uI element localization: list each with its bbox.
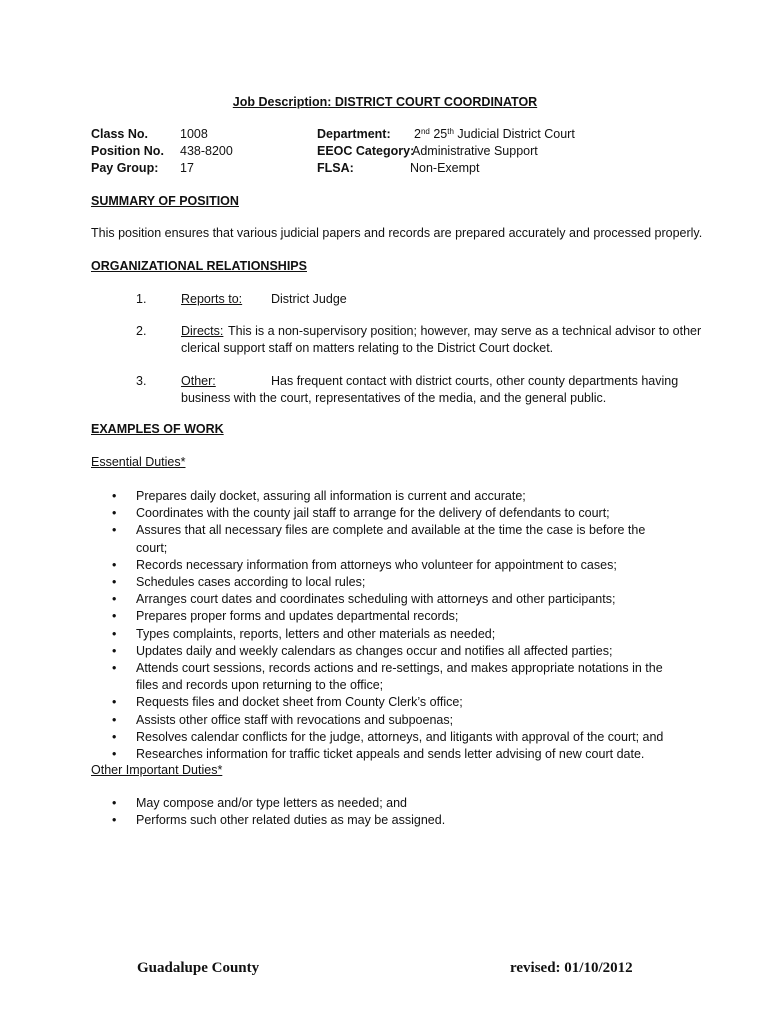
summary-text: This position ensures that various judicial papers and records are prepared accurately and processed properly. bbox=[91, 226, 703, 240]
bullet-icon: • bbox=[112, 523, 117, 538]
essential-duties-heading: Essential Duties* bbox=[91, 455, 186, 469]
page-title: Job Description: DISTRICT COURT COORDINATOR bbox=[232, 95, 538, 109]
position-no-label: Position No. bbox=[91, 144, 164, 158]
department-label: Department: bbox=[317, 127, 391, 141]
department-value: 2nd 25th Judicial District Court bbox=[414, 127, 575, 141]
list-item: • Requests files and docket sheet from County Clerk’s office; bbox=[108, 694, 678, 711]
bullet-icon: • bbox=[112, 747, 117, 762]
list-item: • Performs such other related duties as may be assigned. bbox=[108, 812, 678, 829]
flsa-label: FLSA: bbox=[317, 161, 354, 175]
list-item: • Types complaints, reports, letters and other materials as needed; bbox=[108, 626, 678, 643]
org-item-number: 2. bbox=[136, 324, 147, 338]
bullet-icon: • bbox=[112, 643, 117, 658]
pay-group-value: 17 bbox=[180, 161, 194, 175]
list-item: • Schedules cases according to local rules; bbox=[108, 574, 678, 591]
org-item-text: This is a non-supervisory position; however, may serve as a technical advisor to other bbox=[228, 324, 702, 338]
list-item: • Coordinates with the county jail staff to arrange for the delivery of defendants to court; bbox=[108, 505, 678, 522]
org-item-text: Has frequent contact with district courts, other county departments having bbox=[271, 374, 679, 388]
org-item-label: Directs: bbox=[181, 324, 224, 338]
bullet-icon: • bbox=[112, 695, 117, 710]
list-item: • Researches information for traffic ticket appeals and sends letter advising of new court date. bbox=[108, 746, 678, 763]
org-item-number: 3. bbox=[136, 374, 147, 388]
bullet-icon: • bbox=[112, 575, 117, 590]
list-item: • Arranges court dates and coordinates scheduling with attorneys and other participants; bbox=[108, 591, 678, 608]
class-no-value: 1008 bbox=[180, 127, 208, 141]
examples-heading: EXAMPLES OF WORK bbox=[91, 422, 224, 436]
flsa-value: Non-Exempt bbox=[410, 161, 480, 175]
bullet-icon: • bbox=[112, 712, 117, 727]
list-item: • Updates daily and weekly calendars as changes occur and notifies all affected parties; bbox=[108, 643, 678, 660]
list-item: • Attends court sessions, records actions and re-settings, and makes appropriate notations in the files and records upon returning to the office; bbox=[112, 661, 663, 693]
list-item: • Assists other office staff with revocations and subpoenas; bbox=[108, 712, 678, 729]
org-item-text: District Judge bbox=[271, 292, 347, 306]
bullet-icon: • bbox=[112, 592, 117, 607]
other-duties-list bbox=[108, 795, 678, 829]
list-item: • Prepares daily docket, assuring all information is current and accurate; bbox=[108, 488, 678, 505]
footer-county: Guadalupe County bbox=[137, 960, 260, 976]
org-item-label: Other: bbox=[181, 374, 216, 388]
list-item: • May compose and/or type letters as needed; and bbox=[108, 795, 678, 812]
bullet-icon: • bbox=[112, 813, 117, 828]
list-item: • Prepares proper forms and updates departmental records; bbox=[108, 608, 678, 625]
bullet-icon: • bbox=[112, 557, 117, 572]
bullet-icon: • bbox=[112, 626, 117, 641]
bullet-icon: • bbox=[112, 796, 117, 810]
list-item: • Records necessary information from attorneys who volunteer for appointment to cases; bbox=[108, 557, 678, 574]
list-item: • Resolves calendar conflicts for the judge, attorneys, and litigants with approval of the court; and bbox=[108, 729, 678, 746]
footer-revised-date: revised: 01/10/2012 bbox=[510, 960, 633, 976]
org-item-text-cont: clerical support staff on matters relating to the District Court docket. bbox=[181, 341, 554, 355]
position-no-value: 438-8200 bbox=[180, 144, 233, 158]
pay-group-label: Pay Group: bbox=[91, 161, 159, 175]
bullet-icon: • bbox=[112, 729, 117, 744]
bullet-icon: • bbox=[112, 489, 117, 503]
org-heading: ORGANIZATIONAL RELATIONSHIPS bbox=[91, 259, 307, 273]
org-item-number: 1. bbox=[136, 292, 147, 306]
other-duties-heading: Other Important Duties* bbox=[91, 763, 223, 777]
summary-heading: SUMMARY OF POSITION bbox=[91, 194, 239, 208]
list-item: • Assures that all necessary files are complete and available at the time the case is before the court; bbox=[112, 523, 646, 555]
org-item-label: Reports to: bbox=[181, 292, 243, 306]
bullet-icon: • bbox=[112, 661, 117, 676]
eeoc-label: EEOC Category: bbox=[317, 144, 415, 158]
essential-duties-list bbox=[108, 488, 678, 763]
class-no-label: Class No. bbox=[91, 127, 148, 141]
org-item-text-cont: business with the court, representatives of the media, and the general public. bbox=[181, 391, 607, 405]
bullet-icon: • bbox=[112, 609, 117, 624]
bullet-icon: • bbox=[112, 506, 117, 521]
eeoc-value: Administrative Support bbox=[412, 144, 538, 158]
